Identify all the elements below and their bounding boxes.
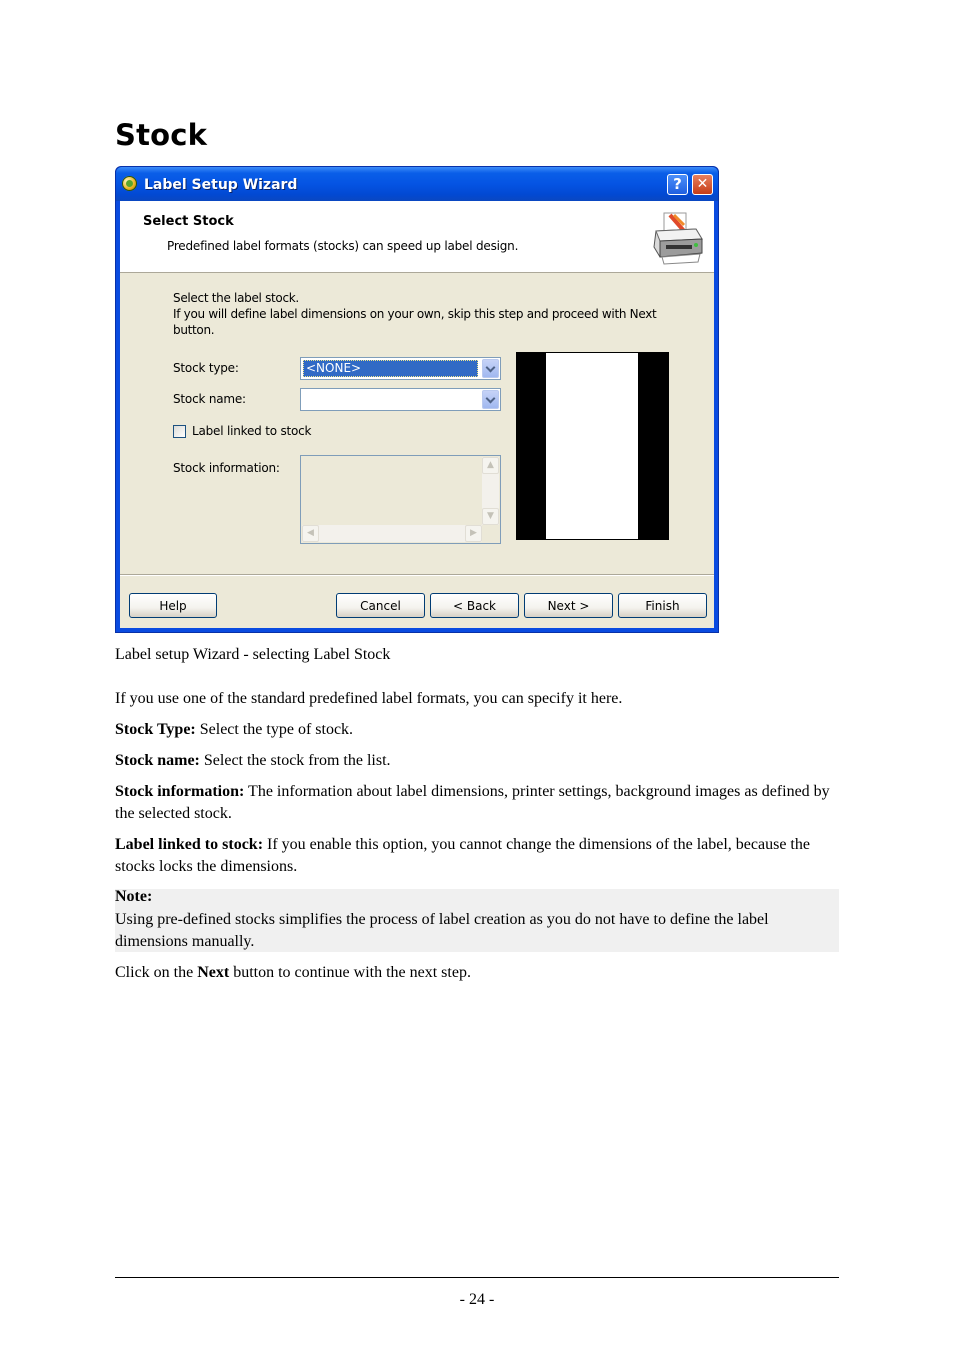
chevron-down-icon[interactable] bbox=[482, 390, 499, 409]
wizard-app-icon bbox=[122, 176, 137, 191]
definition-text: Select the stock from the list. bbox=[199, 752, 391, 769]
definition-term: Label linked to stock: bbox=[115, 836, 264, 853]
help-question-icon[interactable]: ? bbox=[667, 174, 688, 195]
closing-text-pre: Click on the bbox=[115, 964, 198, 981]
page-heading: Stock bbox=[115, 118, 208, 152]
stock-name-combo[interactable] bbox=[300, 388, 501, 411]
figure-caption: Label setup Wizard - selecting Label Stock bbox=[115, 646, 391, 663]
definition-term: Stock information: bbox=[115, 783, 245, 800]
definition-stock-name bbox=[115, 750, 839, 772]
stock-name-label: Stock name: bbox=[173, 392, 246, 406]
instruction-line: Select the label stock. bbox=[173, 291, 299, 305]
stock-info-label: Stock information: bbox=[173, 461, 280, 475]
closing-paragraph bbox=[115, 962, 839, 984]
closing-text-bold: Next bbox=[197, 964, 230, 981]
stock-info-box[interactable] bbox=[300, 455, 501, 544]
finish-button[interactable]: Finish bbox=[618, 593, 707, 618]
label-setup-wizard-dialog bbox=[115, 166, 719, 633]
definition-text: Select the type of stock. bbox=[195, 721, 354, 738]
back-button[interactable]: < Back bbox=[430, 593, 519, 618]
note-title: Note: bbox=[115, 888, 153, 905]
label-preview bbox=[516, 352, 669, 540]
note-text: Using pre-defined stocks simplifies the process of label creation as you do not have to define the label dimensions manually. bbox=[115, 911, 769, 950]
printer-icon bbox=[650, 209, 706, 265]
dialog-client-area bbox=[120, 201, 714, 628]
definition-text: The information about label dimensions, printer settings, background images as defined by the selected stock. bbox=[115, 783, 830, 822]
chevron-down-icon[interactable] bbox=[482, 359, 499, 378]
footer-rule bbox=[115, 1277, 839, 1278]
help-button[interactable]: Help bbox=[129, 593, 217, 618]
stock-type-combo[interactable] bbox=[300, 357, 501, 380]
vertical-scrollbar[interactable] bbox=[482, 457, 499, 525]
dialog-title: Label Setup Wizard bbox=[144, 177, 298, 193]
cancel-button[interactable]: Cancel bbox=[336, 593, 425, 618]
close-icon[interactable]: ✕ bbox=[692, 174, 713, 195]
next-button[interactable]: Next > bbox=[524, 593, 613, 618]
stock-type-value: <NONE> bbox=[303, 360, 478, 377]
wizard-step-subtitle: Predefined label formats (stocks) can speed up label design. bbox=[167, 239, 519, 253]
intro-paragraph: If you use one of the standard predefined label formats, you can specify it here. bbox=[115, 690, 623, 707]
scroll-down-icon[interactable]: ▼ bbox=[482, 508, 499, 525]
definition-stock-type bbox=[115, 719, 839, 741]
definition-term: Stock name: bbox=[115, 752, 200, 769]
button-separator bbox=[120, 574, 714, 576]
label-preview-paper bbox=[546, 353, 638, 539]
label-linked-label[interactable]: Label linked to stock bbox=[192, 424, 312, 438]
page-number: - 24 - bbox=[459, 1291, 495, 1308]
scroll-right-icon[interactable]: ▶ bbox=[465, 525, 482, 542]
instruction-line: If you will define label dimensions on your own, skip this step and proceed with Next button. bbox=[173, 307, 657, 337]
definition-term: Stock Type: bbox=[115, 721, 196, 738]
dialog-titlebar[interactable] bbox=[116, 167, 718, 201]
scroll-left-icon[interactable]: ◀ bbox=[302, 525, 319, 542]
instructions bbox=[173, 290, 673, 338]
scroll-up-icon[interactable]: ▲ bbox=[482, 457, 499, 474]
definition-label-linked bbox=[115, 834, 839, 878]
stock-type-label: Stock type: bbox=[173, 361, 239, 375]
definition-text: If you enable this option, you cannot change the dimensions of the label, because the stocks locks the dimensions. bbox=[115, 836, 810, 875]
horizontal-scrollbar[interactable] bbox=[302, 525, 482, 542]
note-box bbox=[115, 889, 839, 952]
closing-text-post: button to continue with the next step. bbox=[229, 964, 471, 981]
wizard-header bbox=[120, 201, 714, 273]
definition-stock-information bbox=[115, 781, 839, 825]
label-linked-checkbox[interactable] bbox=[173, 425, 186, 438]
wizard-step-title: Select Stock bbox=[143, 214, 234, 229]
